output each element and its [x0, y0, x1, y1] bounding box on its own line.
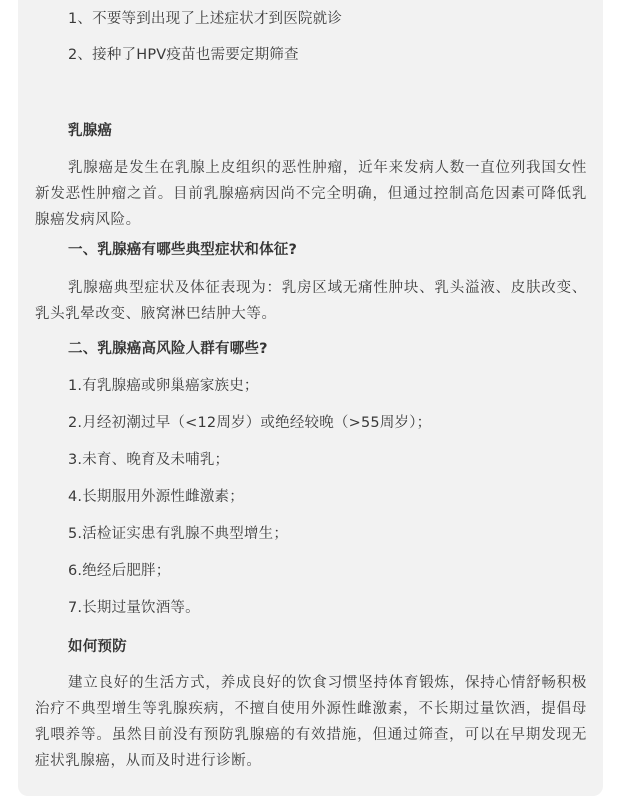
section-title: 乳腺癌 — [68, 123, 113, 139]
list-item: 2.月经初潮过早（<12周岁）或绝经较晚（>55周岁）； — [68, 415, 432, 431]
list-item: 1、不要等到出现了上述症状才到医院就诊 — [68, 11, 343, 27]
list-item: 4.长期服用外源性雌激素； — [68, 489, 244, 505]
prevention-paragraph: 建立良好的生活方式，养成良好的饮食习惯坚持体育锻炼，保持心情舒畅积极治疗不典型增生等乳腺疾病，不擅自使用外源性雌激素，不长期过量饮酒，提倡母乳喂养等。虽然目前没有预防乳腺癌的有效措施，但通过筛查，可以在早期发现无症状乳腺癌，从而及时进行诊断。 — [35, 675, 587, 769]
list-item: 1.有乳腺癌或卵巢癌家族史； — [68, 378, 259, 394]
list-item: 2、接种了HPV疫苗也需要定期筛查 — [68, 47, 299, 63]
list-item: 3.未育、晚育及未哺乳； — [68, 452, 230, 468]
question-heading: 一、乳腺癌有哪些典型症状和体征? — [68, 242, 298, 258]
list-item: 6.绝经后肥胖； — [68, 563, 171, 579]
question-heading: 二、乳腺癌高风险人群有哪些? — [68, 341, 268, 357]
symptoms-paragraph: 乳腺癌典型症状及体征表现为：乳房区域无痛性肿块、乳头溢液、皮肤改变、乳头乳晕改变、腋窝淋巴结肿大等。 — [35, 280, 587, 322]
section-title: 如何预防 — [68, 639, 127, 655]
list-item: 5.活检证实患有乳腺不典型增生； — [68, 526, 289, 542]
intro-paragraph: 乳腺癌是发生在乳腺上皮组织的恶性肿瘤，近年来发病人数一直位列我国女性新发恶性肿瘤之首。目前乳腺癌病因尚不完全明确，但通过控制高危因素可降低乳腺癌发病风险。 — [35, 160, 587, 228]
list-item: 7.长期过量饮酒等。 — [68, 600, 200, 616]
